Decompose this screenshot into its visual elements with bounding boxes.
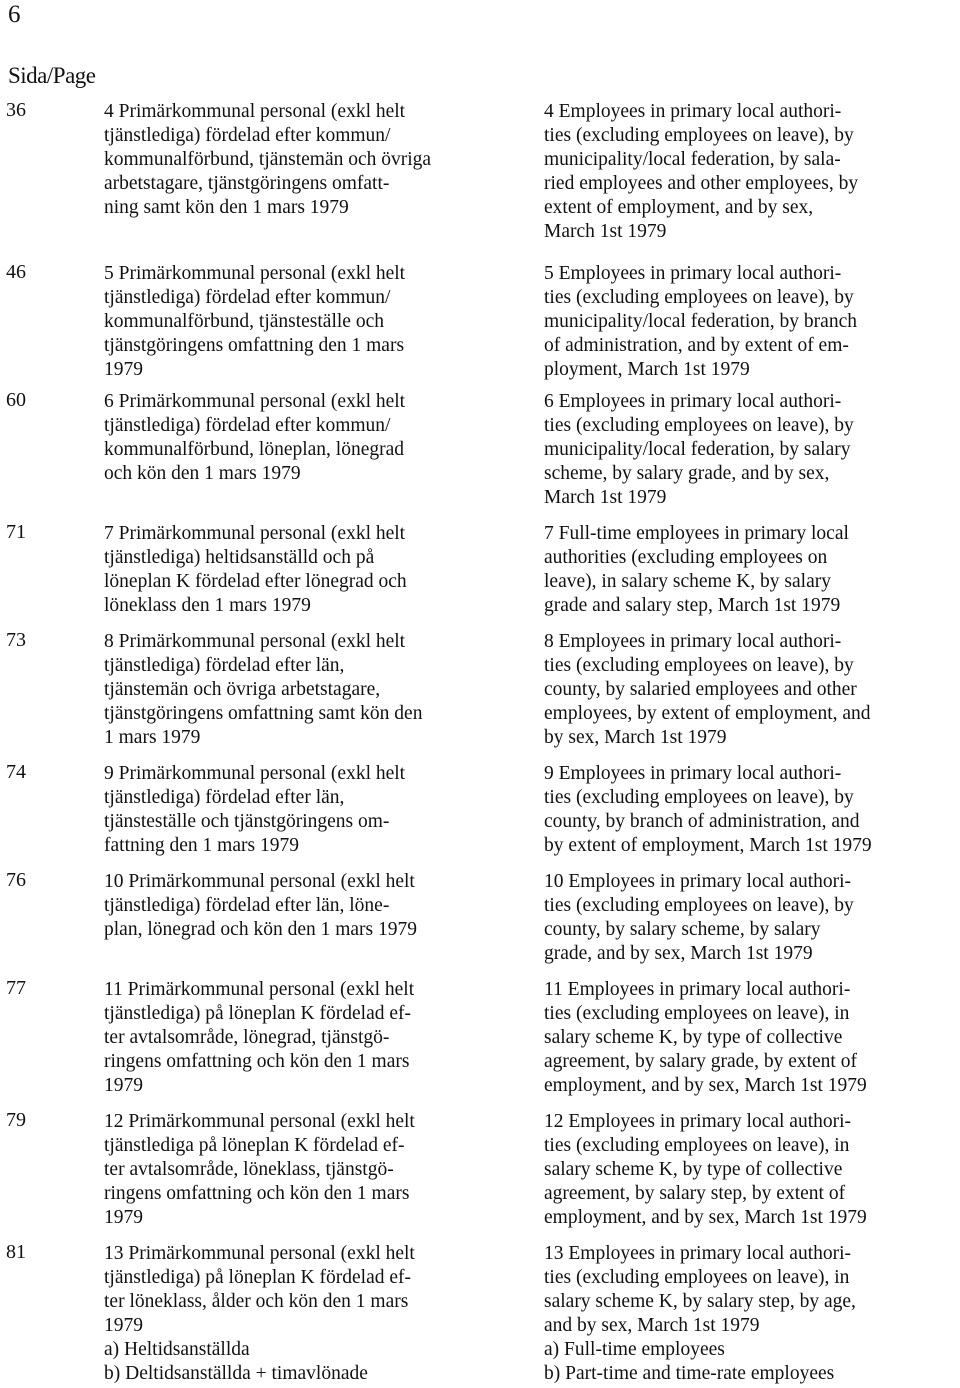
title-line: March 1st 1979 — [544, 221, 667, 242]
title-line: tjänstlediga) heltidsanställd och på — [104, 547, 375, 568]
title-line: ties (excluding employees on leave), by — [544, 895, 854, 916]
title-line: ties (excluding employees on leave), by — [544, 415, 854, 436]
title-line: ties (excluding employees on leave), by — [544, 655, 854, 676]
toc-page-number: 76 — [6, 869, 26, 891]
toc-page-number: 77 — [6, 977, 26, 999]
title-line: tjänstlediga) fördelad efter kommun/ — [104, 125, 391, 146]
title-line: tjänstlediga) fördelad efter län, — [104, 655, 345, 676]
english-title — [544, 100, 960, 244]
title-line: of administration, and by extent of em- — [544, 335, 849, 356]
title-line: tjänstlediga) fördelad efter län, löne- — [104, 895, 390, 916]
swedish-title — [104, 762, 524, 858]
english-title — [544, 522, 960, 618]
title-line: employment, and by sex, March 1st 1979 — [544, 1075, 867, 1096]
english-title — [544, 762, 960, 858]
title-line: county, by branch of administration, and — [544, 811, 860, 832]
title-line: tjänstlediga) på löneplan K fördelad ef- — [104, 1267, 412, 1288]
title-line: by extent of employment, March 1st 1979 — [544, 835, 872, 856]
toc-page-number: 36 — [6, 99, 26, 121]
title-line: ties (excluding employees on leave), by — [544, 125, 854, 146]
english-title — [544, 630, 960, 750]
title-line: löneklass den 1 mars 1979 — [104, 595, 311, 616]
title-line: 11 Primärkommunal personal (exkl helt — [104, 979, 415, 1000]
swedish-title — [104, 1110, 524, 1230]
title-line: scheme, by salary grade, and by sex, — [544, 463, 830, 484]
title-line: ning samt kön den 1 mars 1979 — [104, 197, 349, 218]
title-line: plan, lönegrad och kön den 1 mars 1979 — [104, 919, 418, 940]
title-line: grade, and by sex, March 1st 1979 — [544, 943, 813, 964]
title-line: tjänstlediga på löneplan K fördelad ef- — [104, 1135, 405, 1156]
title-line: grade and salary step, March 1st 1979 — [544, 595, 841, 616]
title-line: 9 Primärkommunal personal (exkl helt — [104, 763, 406, 784]
title-line: ties (excluding employees on leave), by — [544, 287, 854, 308]
title-line: kommunalförbund, tjänstemän och övriga — [104, 149, 432, 170]
toc-page-number: 60 — [6, 389, 26, 411]
title-line: county, by salaried employees and other — [544, 679, 857, 700]
swedish-title — [104, 522, 524, 618]
title-line: löneplan K fördelad efter lönegrad och — [104, 571, 407, 592]
title-line: authorities (excluding employees on — [544, 547, 828, 568]
title-line: 13 Employees in primary local authori- — [544, 1243, 852, 1264]
title-line: municipality/local federation, by salary — [544, 439, 851, 460]
title-line: arbetstagare, tjänstgöringens omfatt- — [104, 173, 390, 194]
english-title — [544, 262, 960, 382]
title-line: 6 Primärkommunal personal (exkl helt — [104, 391, 406, 412]
title-line: March 1st 1979 — [544, 487, 667, 508]
swedish-title — [104, 870, 524, 942]
english-title — [544, 390, 960, 510]
title-line: and by sex, March 1st 1979 — [544, 1315, 760, 1336]
title-line: 7 Full-time employees in primary local — [544, 523, 849, 544]
title-line: employees, by extent of employment, and — [544, 703, 871, 724]
title-line: 11 Employees in primary local authori- — [544, 979, 851, 1000]
swedish-title — [104, 630, 524, 750]
title-line: tjänstemän och övriga arbetstagare, — [104, 679, 381, 700]
title-line: 1979 — [104, 1075, 143, 1096]
page-number: 6 — [8, 1, 21, 28]
title-line: b) Deltidsanställda + timavlönade — [104, 1363, 368, 1384]
title-line: ties (excluding employees on leave), in — [544, 1267, 850, 1288]
title-line: a) Heltidsanställda — [104, 1339, 250, 1360]
title-line: ringens omfattning och kön den 1 mars — [104, 1183, 410, 1204]
title-line: 10 Primärkommunal personal (exkl helt — [104, 871, 415, 892]
title-line: 1979 — [104, 1207, 143, 1228]
title-line: 5 Primärkommunal personal (exkl helt — [104, 263, 406, 284]
title-line: tjänstgöringens omfattning samt kön den — [104, 703, 423, 724]
title-line: 4 Employees in primary local authori- — [544, 101, 842, 122]
title-line: ties (excluding employees on leave), by — [544, 787, 854, 808]
english-title — [544, 1242, 960, 1386]
title-line: a) Full-time employees — [544, 1339, 725, 1360]
title-line: extent of employment, and by sex, — [544, 197, 814, 218]
english-title — [544, 978, 960, 1098]
title-line: och kön den 1 mars 1979 — [104, 463, 301, 484]
title-line: by sex, March 1st 1979 — [544, 727, 727, 748]
title-line: 8 Primärkommunal personal (exkl helt — [104, 631, 406, 652]
title-line: ried employees and other employees, by — [544, 173, 859, 194]
title-line: municipality/local federation, by branch — [544, 311, 857, 332]
title-line: b) Part-time and time-rate employees — [544, 1363, 835, 1384]
english-title — [544, 1110, 960, 1230]
title-line: 13 Primärkommunal personal (exkl helt — [104, 1243, 415, 1264]
title-line: salary scheme K, by type of collective — [544, 1159, 843, 1180]
title-line: 10 Employees in primary local authori- — [544, 871, 852, 892]
title-line: municipality/local federation, by sala- — [544, 149, 841, 170]
title-line: salary scheme K, by salary step, by age, — [544, 1291, 856, 1312]
title-line: tjänstgöringens omfattning den 1 mars — [104, 335, 405, 356]
title-line: county, by salary scheme, by salary — [544, 919, 821, 940]
title-line: employment, and by sex, March 1st 1979 — [544, 1207, 867, 1228]
title-line: tjänstlediga) fördelad efter kommun/ — [104, 415, 391, 436]
title-line: ties (excluding employees on leave), in — [544, 1135, 850, 1156]
title-line: tjänsteställe och tjänstgöringens om- — [104, 811, 390, 832]
title-line: kommunalförbund, löneplan, lönegrad — [104, 439, 405, 460]
title-line: tjänstlediga) på löneplan K fördelad ef- — [104, 1003, 412, 1024]
toc-page-number: 74 — [6, 761, 26, 783]
title-line: 9 Employees in primary local authori- — [544, 763, 842, 784]
title-line: 4 Primärkommunal personal (exkl helt — [104, 101, 406, 122]
title-line: 8 Employees in primary local authori- — [544, 631, 842, 652]
swedish-title — [104, 978, 524, 1098]
title-line: 1979 — [104, 359, 143, 380]
title-line: agreement, by salary step, by extent of — [544, 1183, 846, 1204]
title-line: kommunalförbund, tjänsteställe och — [104, 311, 384, 332]
title-line: ties (excluding employees on leave), in — [544, 1003, 850, 1024]
column-heading-page: Sida/Page — [8, 63, 96, 88]
title-line: ployment, March 1st 1979 — [544, 359, 750, 380]
title-line: 1979 — [104, 1315, 143, 1336]
title-line: fattning den 1 mars 1979 — [104, 835, 299, 856]
title-line: ringens omfattning och kön den 1 mars — [104, 1051, 410, 1072]
title-line: ter avtalsområde, lönegrad, tjänstgö- — [104, 1027, 390, 1048]
title-line: leave), in salary scheme K, by salary — [544, 571, 831, 592]
title-line: 6 Employees in primary local authori- — [544, 391, 842, 412]
toc-page-number: 46 — [6, 261, 26, 283]
toc-page-number: 73 — [6, 629, 26, 651]
title-line: tjänstlediga) fördelad efter län, — [104, 787, 345, 808]
english-title — [544, 870, 960, 966]
title-line: tjänstlediga) fördelad efter kommun/ — [104, 287, 391, 308]
toc-page-number: 81 — [6, 1241, 26, 1263]
swedish-title — [104, 100, 524, 220]
title-line: ter avtalsområde, löneklass, tjänstgö- — [104, 1159, 394, 1180]
title-line: agreement, by salary grade, by extent of — [544, 1051, 857, 1072]
swedish-title — [104, 1242, 524, 1386]
title-line: ter löneklass, ålder och kön den 1 mars — [104, 1291, 409, 1312]
title-line: 12 Employees in primary local authori- — [544, 1111, 852, 1132]
title-line: 5 Employees in primary local authori- — [544, 263, 842, 284]
title-line: 1 mars 1979 — [104, 727, 201, 748]
swedish-title — [104, 262, 524, 382]
swedish-title — [104, 390, 524, 486]
title-line: salary scheme K, by type of collective — [544, 1027, 843, 1048]
toc-page-number: 71 — [6, 521, 26, 543]
title-line: 7 Primärkommunal personal (exkl helt — [104, 523, 406, 544]
toc-page-number: 79 — [6, 1109, 26, 1131]
title-line: 12 Primärkommunal personal (exkl helt — [104, 1111, 415, 1132]
